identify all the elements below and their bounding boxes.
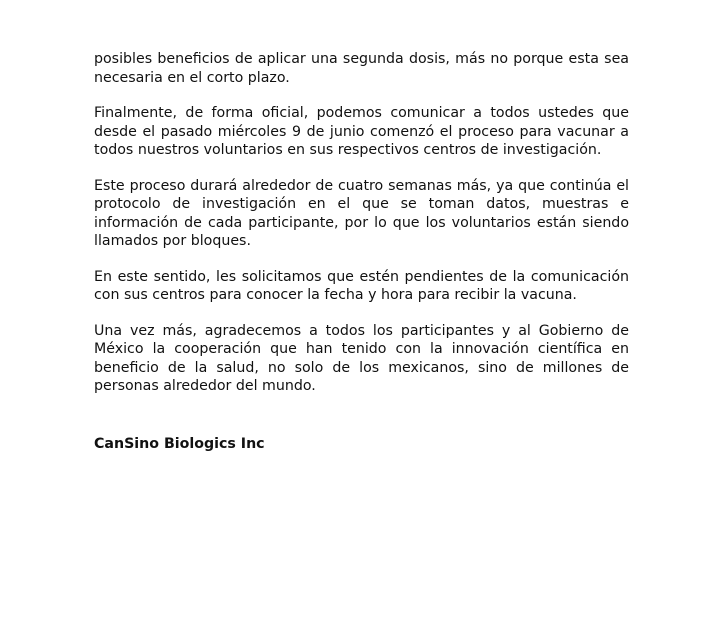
document-page: [94, 50, 629, 453]
signature-company: CanSino Biologics Inc: [94, 435, 265, 452]
paragraph-contact-centers: En este sentido, les solicitamos que estén pendientes de la comunicación con sus centros para conocer la fecha y hora para recibir la vacuna.: [94, 268, 629, 303]
paragraph-second-dose: posibles beneficios de aplicar una segunda dosis, más no porque esta sea necesaria en el corto plazo.: [94, 51, 629, 86]
paragraph-process-duration: Este proceso durará alrededor de cuatro semanas más, ya que continúa el protocolo de investigación en el que se toman datos, muestras e información de cada participante, por lo que los voluntarios están siendo llamados por bloques.: [94, 177, 629, 249]
paragraph-vaccination-start: Finalmente, de forma oficial, podemos comunicar a todos ustedes que desde el pasado miércoles 9 de junio comenzó el proceso para vacunar a todos nuestros voluntarios en sus respectivos centros de investigación.: [94, 105, 629, 158]
paragraph-thanks: Una vez más, agradecemos a todos los participantes y al Gobierno de México la cooperación que han tenido con la innovación científica en beneficio de la salud, no solo de los mexicanos, sino de millones de personas alrededor del mundo.: [94, 322, 629, 394]
